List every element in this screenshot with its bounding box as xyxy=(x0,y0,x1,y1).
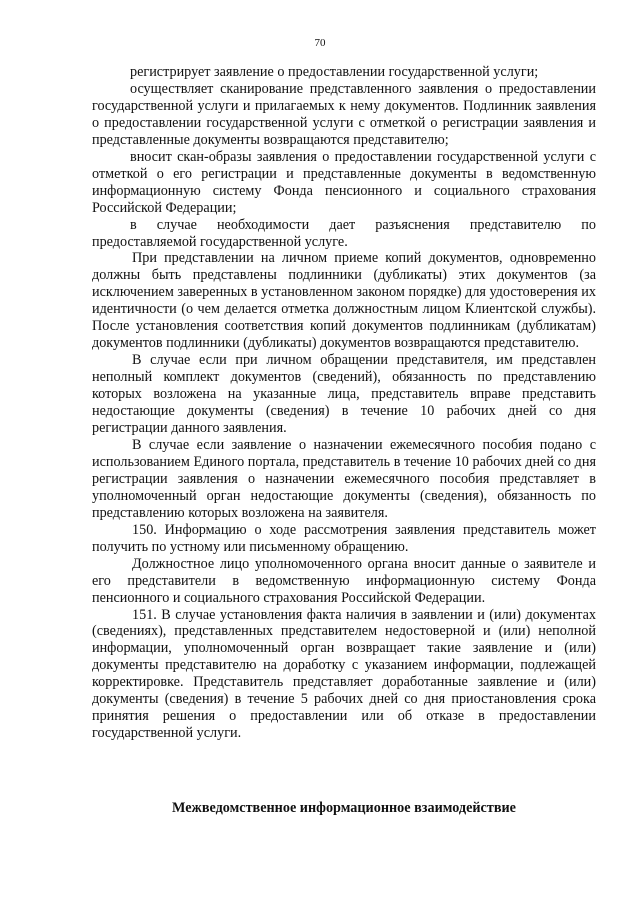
paragraph-8: 150. Информацию о ходе рассмотрения заявления представитель может получить по устному или письменному обращению. xyxy=(92,521,596,555)
paragraph-3: вносит скан-образы заявления о предоставлении государственной услуги с отметкой о его регистрации и представленные документы в ведомственную информационную систему Фонда пенсионного и социального страхования Российской Федерации; xyxy=(92,148,596,216)
section-heading: Межведомственное информационное взаимодействие xyxy=(172,800,516,816)
paragraph-2: осуществляет сканирование представленного заявления о предоставлении государственной услуги и прилагаемых к нему документов. Подлинник заявления о предоставлении государственной услуги с отметкой о регистрации заявления и представленные документы возвращаются представителю; xyxy=(92,80,596,148)
page-number: 70 xyxy=(314,37,326,49)
paragraph-1: регистрирует заявление о предоставлении государственной услуги; xyxy=(130,64,539,80)
document-body xyxy=(92,64,596,742)
paragraph-7: В случае если заявление о назначении ежемесячного пособия подано с использованием Единого портала, представитель в течение 10 рабочих дней со дня регистрации заявления о назначении ежемесячного пособия представляет в уполномоченный орган недостающие документы (сведения), обязанность по представлению которых возложена на заявителя. xyxy=(92,436,596,521)
paragraph-6: В случае если при личном обращении представителя, им представлен неполный комплект документов (сведений), обязанность по представлению которых возложена на указанные лица, представитель вправе представить недостающие документы (сведения) в течение 10 рабочих дней со дня регистрации данного заявления. xyxy=(92,352,596,437)
paragraph-10: 151. В случае установления факта наличия в заявлении и (или) документах (сведениях), представленных представителем недостоверной и (или) неполной информации, уполномоченный орган возвращает такие заявление и (или) документы представителю на доработку с указанием информации, подлежащей корректировке. Представитель представляет доработанные заявление и (или) документы (сведения) в течение 5 рабочих дней со дня приостановления срока принятия решения о предоставлении или об отказе в предоставлении государственной услуги. xyxy=(92,606,596,742)
paragraph-9: Должностное лицо уполномоченного органа вносит данные о заявителе и его представители в ведомственную информационную систему Фонда пенсионного и социального страхования Российской Федерации. xyxy=(92,555,596,606)
paragraph-5: При представлении на личном приеме копий документов, одновременно должны быть представлены подлинники (дубликаты) этих документов (за исключением заверенных в установленном законом порядке) для удостоверения их идентичности (о чем делается отметка должностным лицом Клиентской службы). После установления соответствия копий документов подлинникам (дубликатам) документов подлинники (дубликаты) документов возвращаются представителю. xyxy=(92,250,596,352)
paragraph-4: в случае необходимости дает разъяснения представителю по предоставляемой государственной услуге. xyxy=(92,216,596,250)
